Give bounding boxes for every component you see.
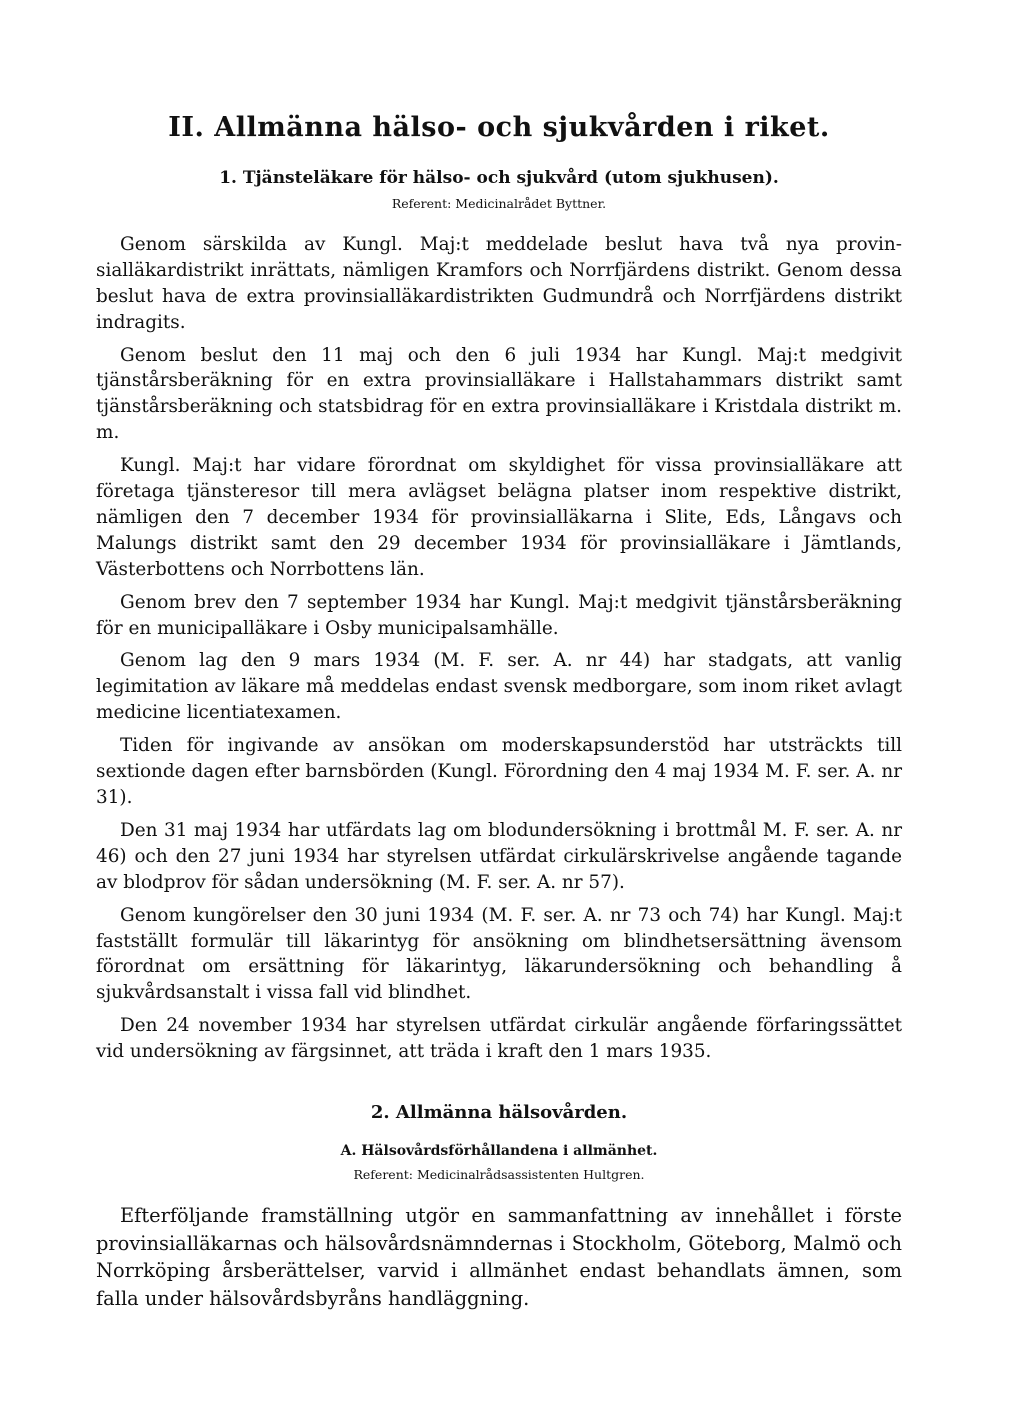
- paragraph: Genom särskilda av Kungl. Maj:t meddelade beslut hava två nya provinsialläkardistrikt inrättats, nämligen Kramfors och Norrfjärdens distrikt. Genom dessa beslut hava de extra provinsialläkardistrikten Gudmundrå och Norrfjärdens distrikt indragits.: [96, 233, 902, 333]
- section-1-referent: Referent: Medicinalrådet Byttner.: [391, 195, 607, 211]
- document-page: [96, 112, 902, 1312]
- paragraph: Tiden för ingivande av ansökan om moderskapsunderstöd har utsträckts till sextionde dagen efter barnsbörden (Kungl. Förordning den 4 maj 1934 M. F. ser. A. nr 31).: [96, 735, 902, 809]
- chapter-title: II. Allmänna hälso- och sjukvården i riket.: [168, 112, 830, 143]
- paragraph: Genom lag den 9 mars 1934 (M. F. ser. A. nr 44) har stadgats, att vanlig legimitation av läkare må meddelas endast svensk medborgare, som inom riket avlagt medicine licentiatexamen.: [96, 650, 902, 724]
- section-1-title: 1. Tjänsteläkare för hälso- och sjukvård (utom sjukhusen).: [219, 168, 779, 189]
- subsection-a-title: A. Hälsovårdsförhållandena i allmänhet.: [340, 1143, 658, 1160]
- section-spacer: [96, 1072, 902, 1102]
- paragraph: Genom kungörelser den 30 juni 1934 (M. F. ser. A. nr 73 och 74) har Kungl. Maj:t fastställt formulär till läkarintyg för ansökning om blindhetsersättning ävensom förordnat om ersättning för läkarintyg, läkarundersökning och behandling å sjukvårdsanstalt i vissa fall vid blindhet.: [96, 904, 902, 1004]
- paragraph: Genom brev den 7 september 1934 har Kungl. Maj:t medgivit tjänstårsberäkning för en municipalläkare i Osby municipalsamhälle.: [96, 591, 902, 639]
- section-2-title: 2. Allmänna hälsovården.: [370, 1102, 628, 1124]
- paragraph: Den 24 november 1934 har styrelsen utfärdat cirkulär angående förfaringssättet vid undersökning av färgsinnet, att träda i kraft den 1 mars 1935.: [96, 1015, 902, 1063]
- paragraph: Kungl. Maj:t har vidare förordnat om skyldighet för vissa provinsialläkare att företaga tjänsteresor till mera avlägset belägna platser inom respektive distrikt, nämligen den 7 december 1934 för provinsialläkarna i Slite, Eds, Långavs och Malungs distrikt samt den 29 december 1934 för provinsialläkare i Jämtlands, Västerbottens och Norrbottens län.: [96, 455, 902, 580]
- section-2-referent: Referent: Medicinalrådsassistenten Hultgren.: [353, 1167, 645, 1183]
- paragraph: Den 31 maj 1934 har utfärdats lag om blodundersökning i brottmål M. F. ser. A. nr 46) och den 27 juni 1934 har styrelsen utfärdat cirkulärskrivelse angående tagande av blodprov för sådan undersökning (M. F. ser. A. nr 57).: [96, 819, 902, 893]
- paragraph: Genom beslut den 11 maj och den 6 juli 1934 har Kungl. Maj:t medgivit tjänstårsberäkning för en extra provinsialläkare i Hallstahammars distrikt samt tjänstårsberäkning och statsbidrag för en extra provinsialläkare i Kristdala distrikt m. m.: [96, 344, 902, 444]
- paragraph: Efterföljande framställning utgör en sammanfattning av innehållet i förste provinsialläkarnas och hälsovårdsnämndernas i Stockholm, Göteborg, Malmö och Norrköping årsberättelser, varvid i allmänhet endast behandlats ämnen, som falla under hälsovårdsbyråns handläggning.: [96, 1204, 902, 1310]
